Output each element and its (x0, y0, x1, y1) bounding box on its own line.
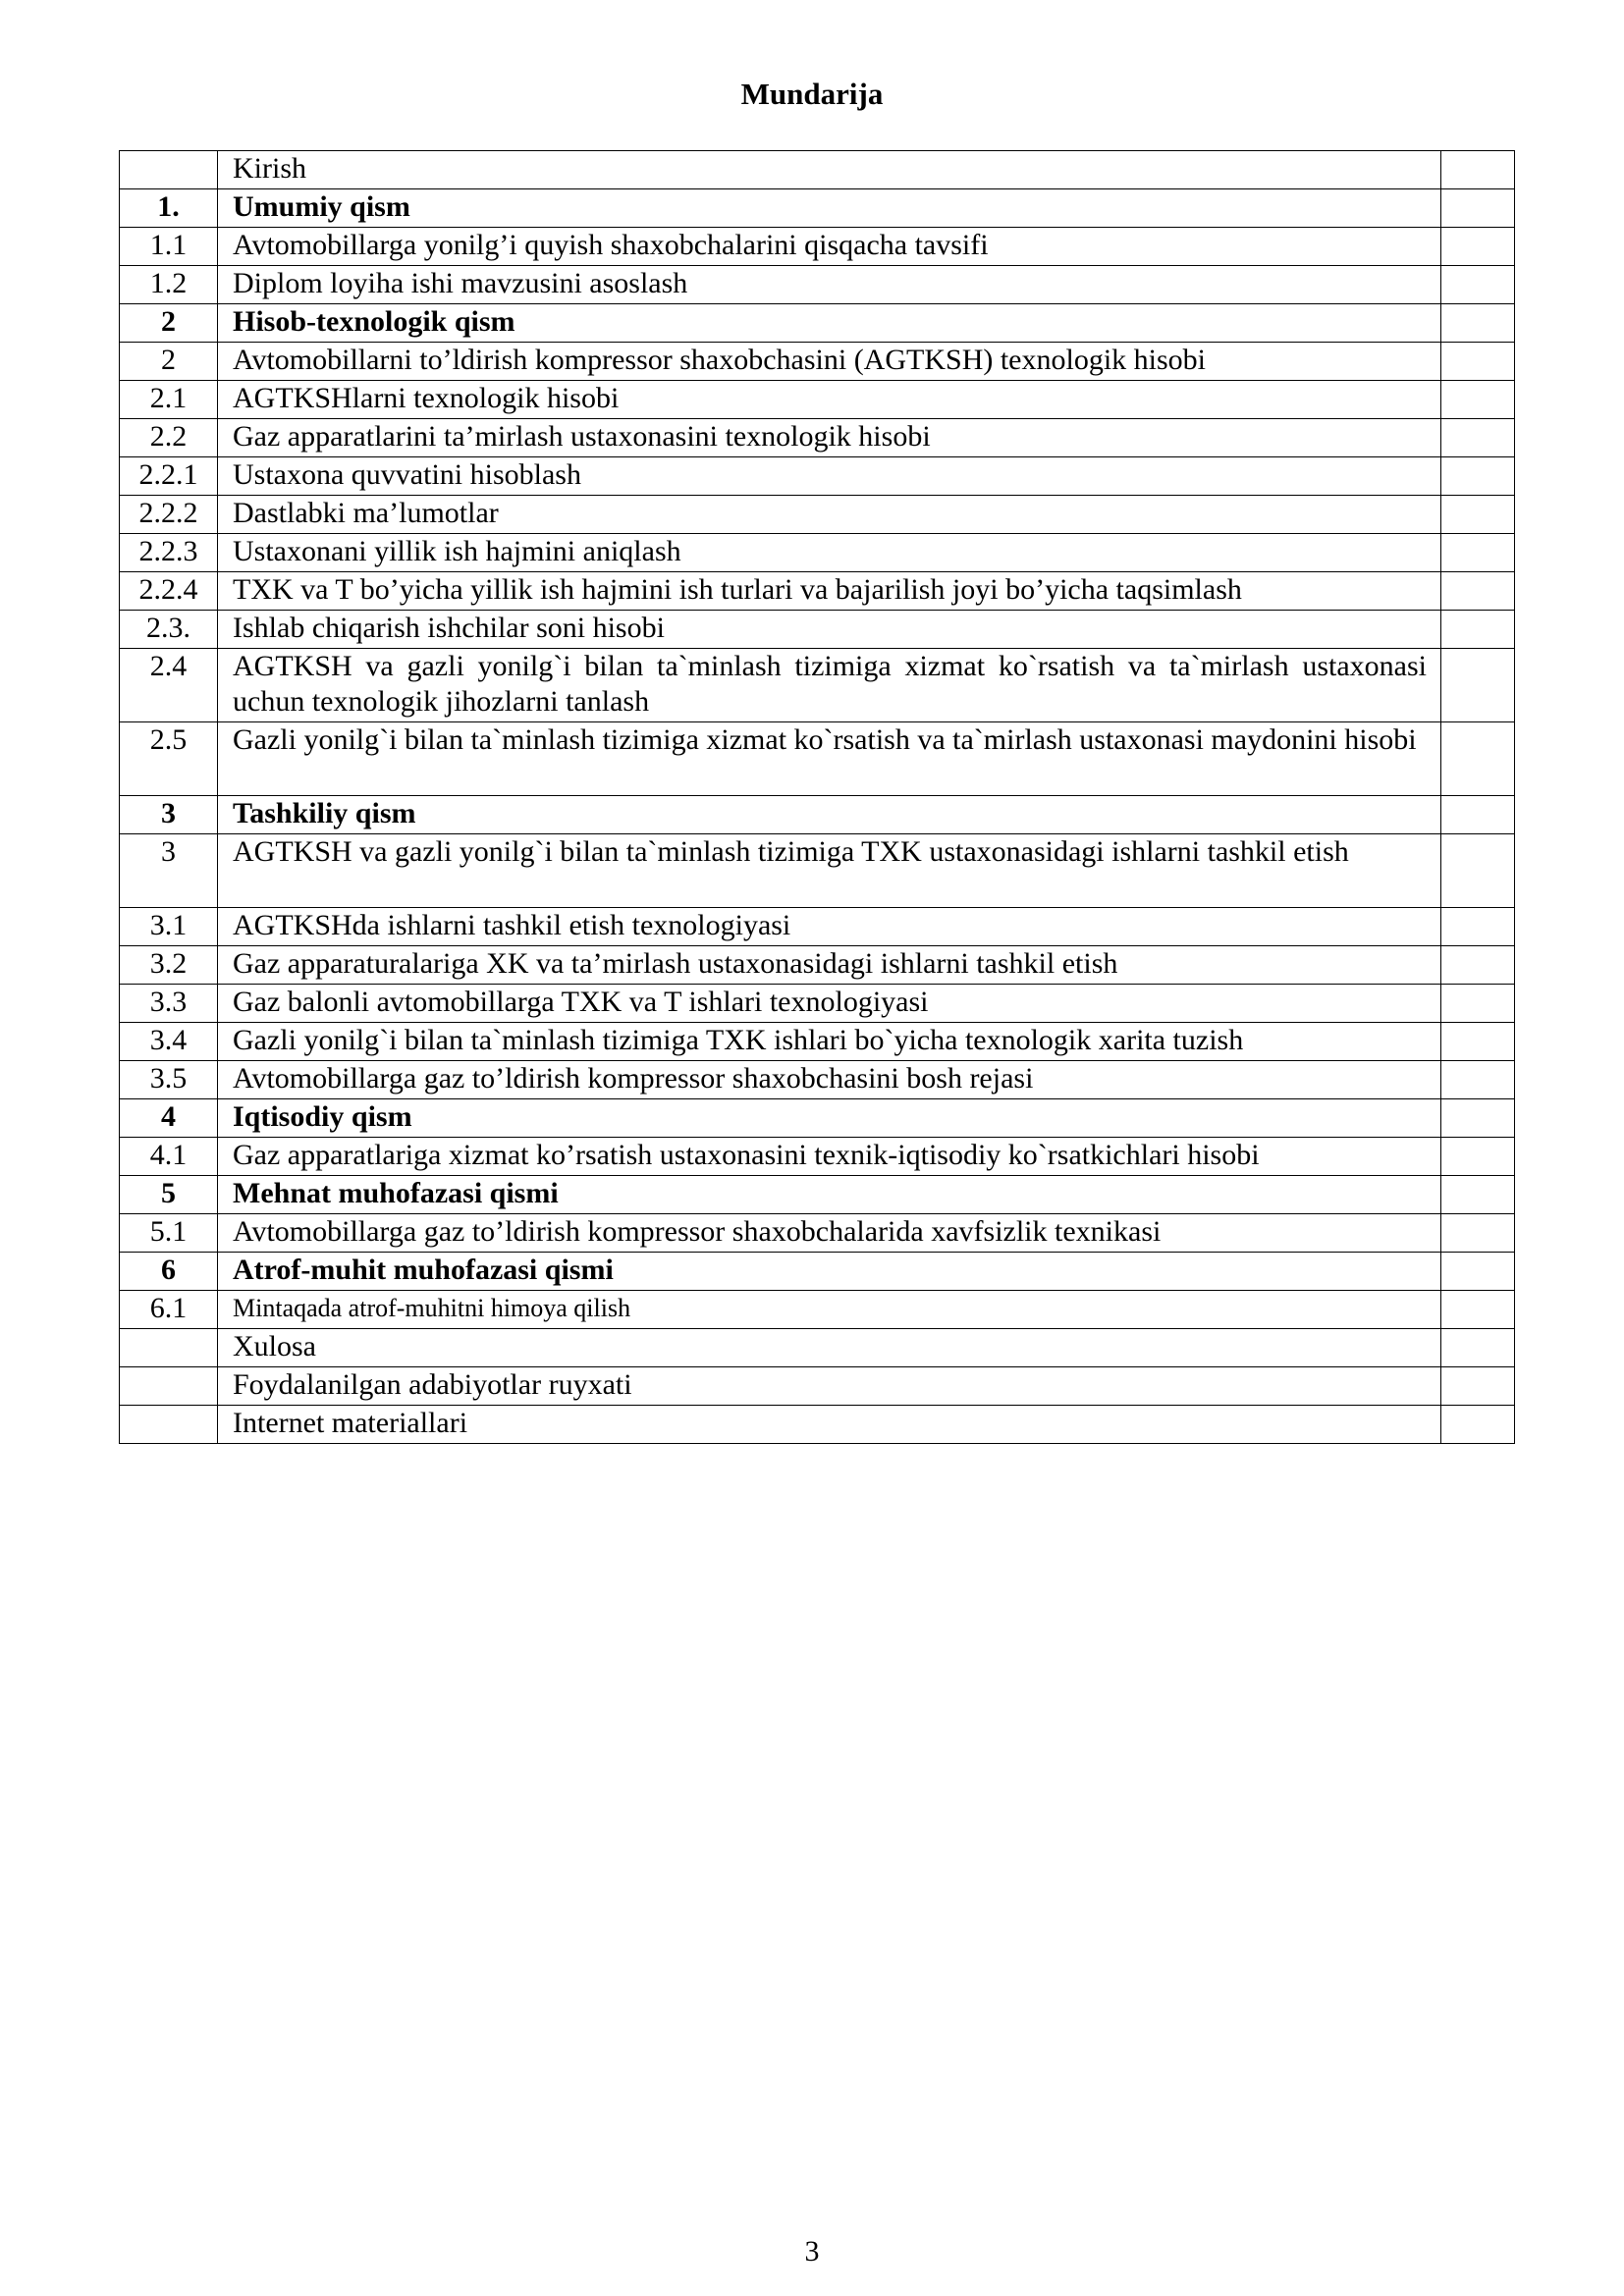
toc-page (1441, 611, 1515, 649)
toc-number (120, 1329, 218, 1367)
toc-page (1441, 834, 1515, 908)
toc-page (1441, 151, 1515, 189)
toc-number: 1.1 (120, 228, 218, 266)
toc-row (120, 266, 1515, 304)
toc-title: Avtomobillarga gaz to’ldirish kompressor shaxobchalarida xavfsizlik texnikasi (218, 1214, 1441, 1253)
toc-number: 2 (120, 343, 218, 381)
toc-body (120, 151, 1515, 1444)
toc-title: Avtomobillarni to’ldirish kompressor shaxobchasini (AGTKSH) texnologik hisobi (218, 343, 1441, 381)
toc-title: AGTKSH va gazli yonilg`i bilan ta`minlash tizimiga xizmat ko`rsatish va ta`mirlash ustaxonasi uchun texnologik jihozlarni tanlash (218, 649, 1441, 722)
toc-title: Ustaxonani yillik ish hajmini aniqlash (218, 534, 1441, 572)
toc-title: Xulosa (218, 1329, 1441, 1367)
toc-title: Dastlabki ma’lumotlar (218, 496, 1441, 534)
toc-page (1441, 496, 1515, 534)
toc-title: Umumiy qism (218, 189, 1441, 228)
toc-title: Gazli yonilg`i bilan ta`minlash tizimiga TXK ishlari bo`yicha texnologik xarita tuzish (218, 1023, 1441, 1061)
toc-number: 5.1 (120, 1214, 218, 1253)
toc-page (1441, 1406, 1515, 1444)
toc-title: Hisob-texnologik qism (218, 304, 1441, 343)
toc-title: Ishlab chiqarish ishchilar soni hisobi (218, 611, 1441, 649)
toc-page (1441, 419, 1515, 457)
toc-row (120, 1176, 1515, 1214)
toc-page (1441, 304, 1515, 343)
toc-row (120, 722, 1515, 796)
toc-page (1441, 1214, 1515, 1253)
toc-number: 2.2.1 (120, 457, 218, 496)
toc-page (1441, 343, 1515, 381)
toc-title: TXK va T bo’yicha yillik ish hajmini ish turlari va bajarilish joyi bo’yicha taqsimlash (218, 572, 1441, 611)
toc-title: Internet materiallari (218, 1406, 1441, 1444)
toc-number: 6.1 (120, 1291, 218, 1329)
toc-page (1441, 908, 1515, 946)
toc-row (120, 1291, 1515, 1329)
toc-row (120, 343, 1515, 381)
toc-row (120, 985, 1515, 1023)
toc-row (120, 151, 1515, 189)
toc-row (120, 796, 1515, 834)
toc-page (1441, 722, 1515, 796)
toc-number: 3 (120, 834, 218, 908)
toc-row (120, 1061, 1515, 1099)
page-title: Mundarija (740, 77, 884, 111)
toc-row (120, 1406, 1515, 1444)
toc-page (1441, 649, 1515, 722)
toc-title: Avtomobillarga gaz to’ldirish kompressor shaxobchasini bosh rejasi (218, 1061, 1441, 1099)
toc-number: 4.1 (120, 1138, 218, 1176)
toc-number: 3.3 (120, 985, 218, 1023)
toc-page (1441, 1023, 1515, 1061)
page-number: 3 (804, 2235, 820, 2268)
toc-number: 3.5 (120, 1061, 218, 1099)
toc-number: 3.2 (120, 946, 218, 985)
toc-page (1441, 1138, 1515, 1176)
toc-title: AGTKSH va gazli yonilg`i bilan ta`minlash tizimiga TXK ustaxonasidagi ishlarni tashkil etish (218, 834, 1441, 908)
toc-number: 2.3. (120, 611, 218, 649)
toc-number: 2.2 (120, 419, 218, 457)
toc-title: Mehnat muhofazasi qismi (218, 1176, 1441, 1214)
toc-row (120, 1367, 1515, 1406)
toc-row (120, 1138, 1515, 1176)
toc-page (1441, 1291, 1515, 1329)
toc-page (1441, 266, 1515, 304)
toc-number: 2.5 (120, 722, 218, 796)
toc-title: Tashkiliy qism (218, 796, 1441, 834)
toc-row (120, 572, 1515, 611)
toc-row (120, 228, 1515, 266)
toc-title: Gaz balonli avtomobillarga TXK va T ishlari texnologiyasi (218, 985, 1441, 1023)
toc-title: Iqtisodiy qism (218, 1099, 1441, 1138)
toc-page (1441, 381, 1515, 419)
toc-row (120, 834, 1515, 908)
toc-page (1441, 1329, 1515, 1367)
toc-title: AGTKSHda ishlarni tashkil etish texnologiyasi (218, 908, 1441, 946)
toc-row (120, 611, 1515, 649)
toc-row (120, 1099, 1515, 1138)
toc-page (1441, 228, 1515, 266)
toc-page (1441, 946, 1515, 985)
toc-title: Diplom loyiha ishi mavzusini asoslash (218, 266, 1441, 304)
toc-row (120, 1329, 1515, 1367)
toc-row (120, 419, 1515, 457)
toc-page (1441, 534, 1515, 572)
toc-page (1441, 796, 1515, 834)
toc-number (120, 1406, 218, 1444)
toc-row (120, 1214, 1515, 1253)
toc-title: AGTKSHlarni texnologik hisobi (218, 381, 1441, 419)
toc-number: 1.2 (120, 266, 218, 304)
toc-row (120, 457, 1515, 496)
toc-title: Gazli yonilg`i bilan ta`minlash tizimiga xizmat ko`rsatish va ta`mirlash ustaxonasi maydonini hisobi (218, 722, 1441, 796)
toc-number: 4 (120, 1099, 218, 1138)
toc-title: Avtomobillarga yonilg’i quyish shaxobchalarini qisqacha tavsifi (218, 228, 1441, 266)
toc-title: Ustaxona quvvatini hisoblash (218, 457, 1441, 496)
toc-page (1441, 1367, 1515, 1406)
toc-page (1441, 1099, 1515, 1138)
toc-page (1441, 985, 1515, 1023)
toc-row (120, 496, 1515, 534)
toc-title: Gaz apparatlariga xizmat ko’rsatish ustaxonasini texnik-iqtisodiy ko`rsatkichlari hisobi (218, 1138, 1441, 1176)
toc-row (120, 381, 1515, 419)
toc-title: Gaz apparatlarini ta’mirlash ustaxonasini texnologik hisobi (218, 419, 1441, 457)
toc-number: 2.2.2 (120, 496, 218, 534)
toc-page (1441, 189, 1515, 228)
toc-number: 3.4 (120, 1023, 218, 1061)
toc-page (1441, 1253, 1515, 1291)
toc-title: Gaz apparaturalariga XK va ta’mirlash ustaxonasidagi ishlarni tashkil etish (218, 946, 1441, 985)
toc-number (120, 151, 218, 189)
toc-title: Atrof-muhit muhofazasi qismi (218, 1253, 1441, 1291)
toc-page (1441, 572, 1515, 611)
toc-row (120, 649, 1515, 722)
toc-number (120, 1367, 218, 1406)
table-of-contents (119, 150, 1515, 1444)
toc-title: Kirish (218, 151, 1441, 189)
toc-number: 5 (120, 1176, 218, 1214)
toc-number: 2 (120, 304, 218, 343)
toc-page (1441, 457, 1515, 496)
toc-number: 1. (120, 189, 218, 228)
toc-row (120, 304, 1515, 343)
toc-page (1441, 1061, 1515, 1099)
toc-row (120, 946, 1515, 985)
toc-row (120, 908, 1515, 946)
toc-title: Mintaqada atrof-muhitni himoya qilish (218, 1291, 1441, 1329)
toc-row (120, 1253, 1515, 1291)
toc-number: 2.4 (120, 649, 218, 722)
toc-title: Foydalanilgan adabiyotlar ruyxati (218, 1367, 1441, 1406)
toc-row (120, 1023, 1515, 1061)
toc-number: 2.2.3 (120, 534, 218, 572)
toc-number: 3.1 (120, 908, 218, 946)
toc-number: 6 (120, 1253, 218, 1291)
toc-number: 2.1 (120, 381, 218, 419)
toc-page (1441, 1176, 1515, 1214)
toc-row (120, 534, 1515, 572)
toc-row (120, 189, 1515, 228)
toc-number: 3 (120, 796, 218, 834)
toc-number: 2.2.4 (120, 572, 218, 611)
